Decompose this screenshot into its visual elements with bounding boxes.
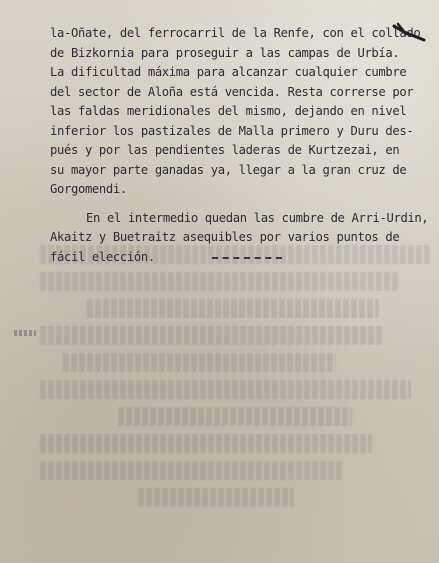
text-line: Gorgomendi. [50, 182, 127, 196]
text-line: pués y por las pendientes laderas de Kurtzezai, en [50, 143, 400, 157]
text-line: La dificultad máxima para alcanzar cualquier cumbre [50, 65, 407, 79]
show-through-text-texture [40, 245, 430, 545]
ink-scribble-icon [392, 22, 426, 42]
text-line: las faldas meridionales del mismo, dejando en nivel [50, 104, 407, 118]
section-divider [212, 257, 282, 259]
text-line: del sector de Aloña está vencida. Resta correrse por [50, 84, 414, 99]
margin-mark [14, 330, 36, 336]
text-line: de Bizkornia para proseguir a las campas de Urbía. [50, 45, 400, 60]
text-line: inferior los pastizales de Malla primero y Duru des- [50, 123, 414, 138]
typewritten-text [50, 24, 430, 267]
text-line: Akaitz y Buetraitz asequibles por varios puntos de [50, 230, 400, 244]
text-line: fácil elección. [50, 249, 155, 264]
text-line: su mayor parte ganadas ya, llegar a la gran cruz de [50, 162, 407, 177]
text-line: En el intermedio quedan las cumbre de Arri-Urdin, [86, 210, 429, 225]
text-line: la-Oñate, del ferrocarril de la Renfe, con el collado [50, 26, 421, 40]
